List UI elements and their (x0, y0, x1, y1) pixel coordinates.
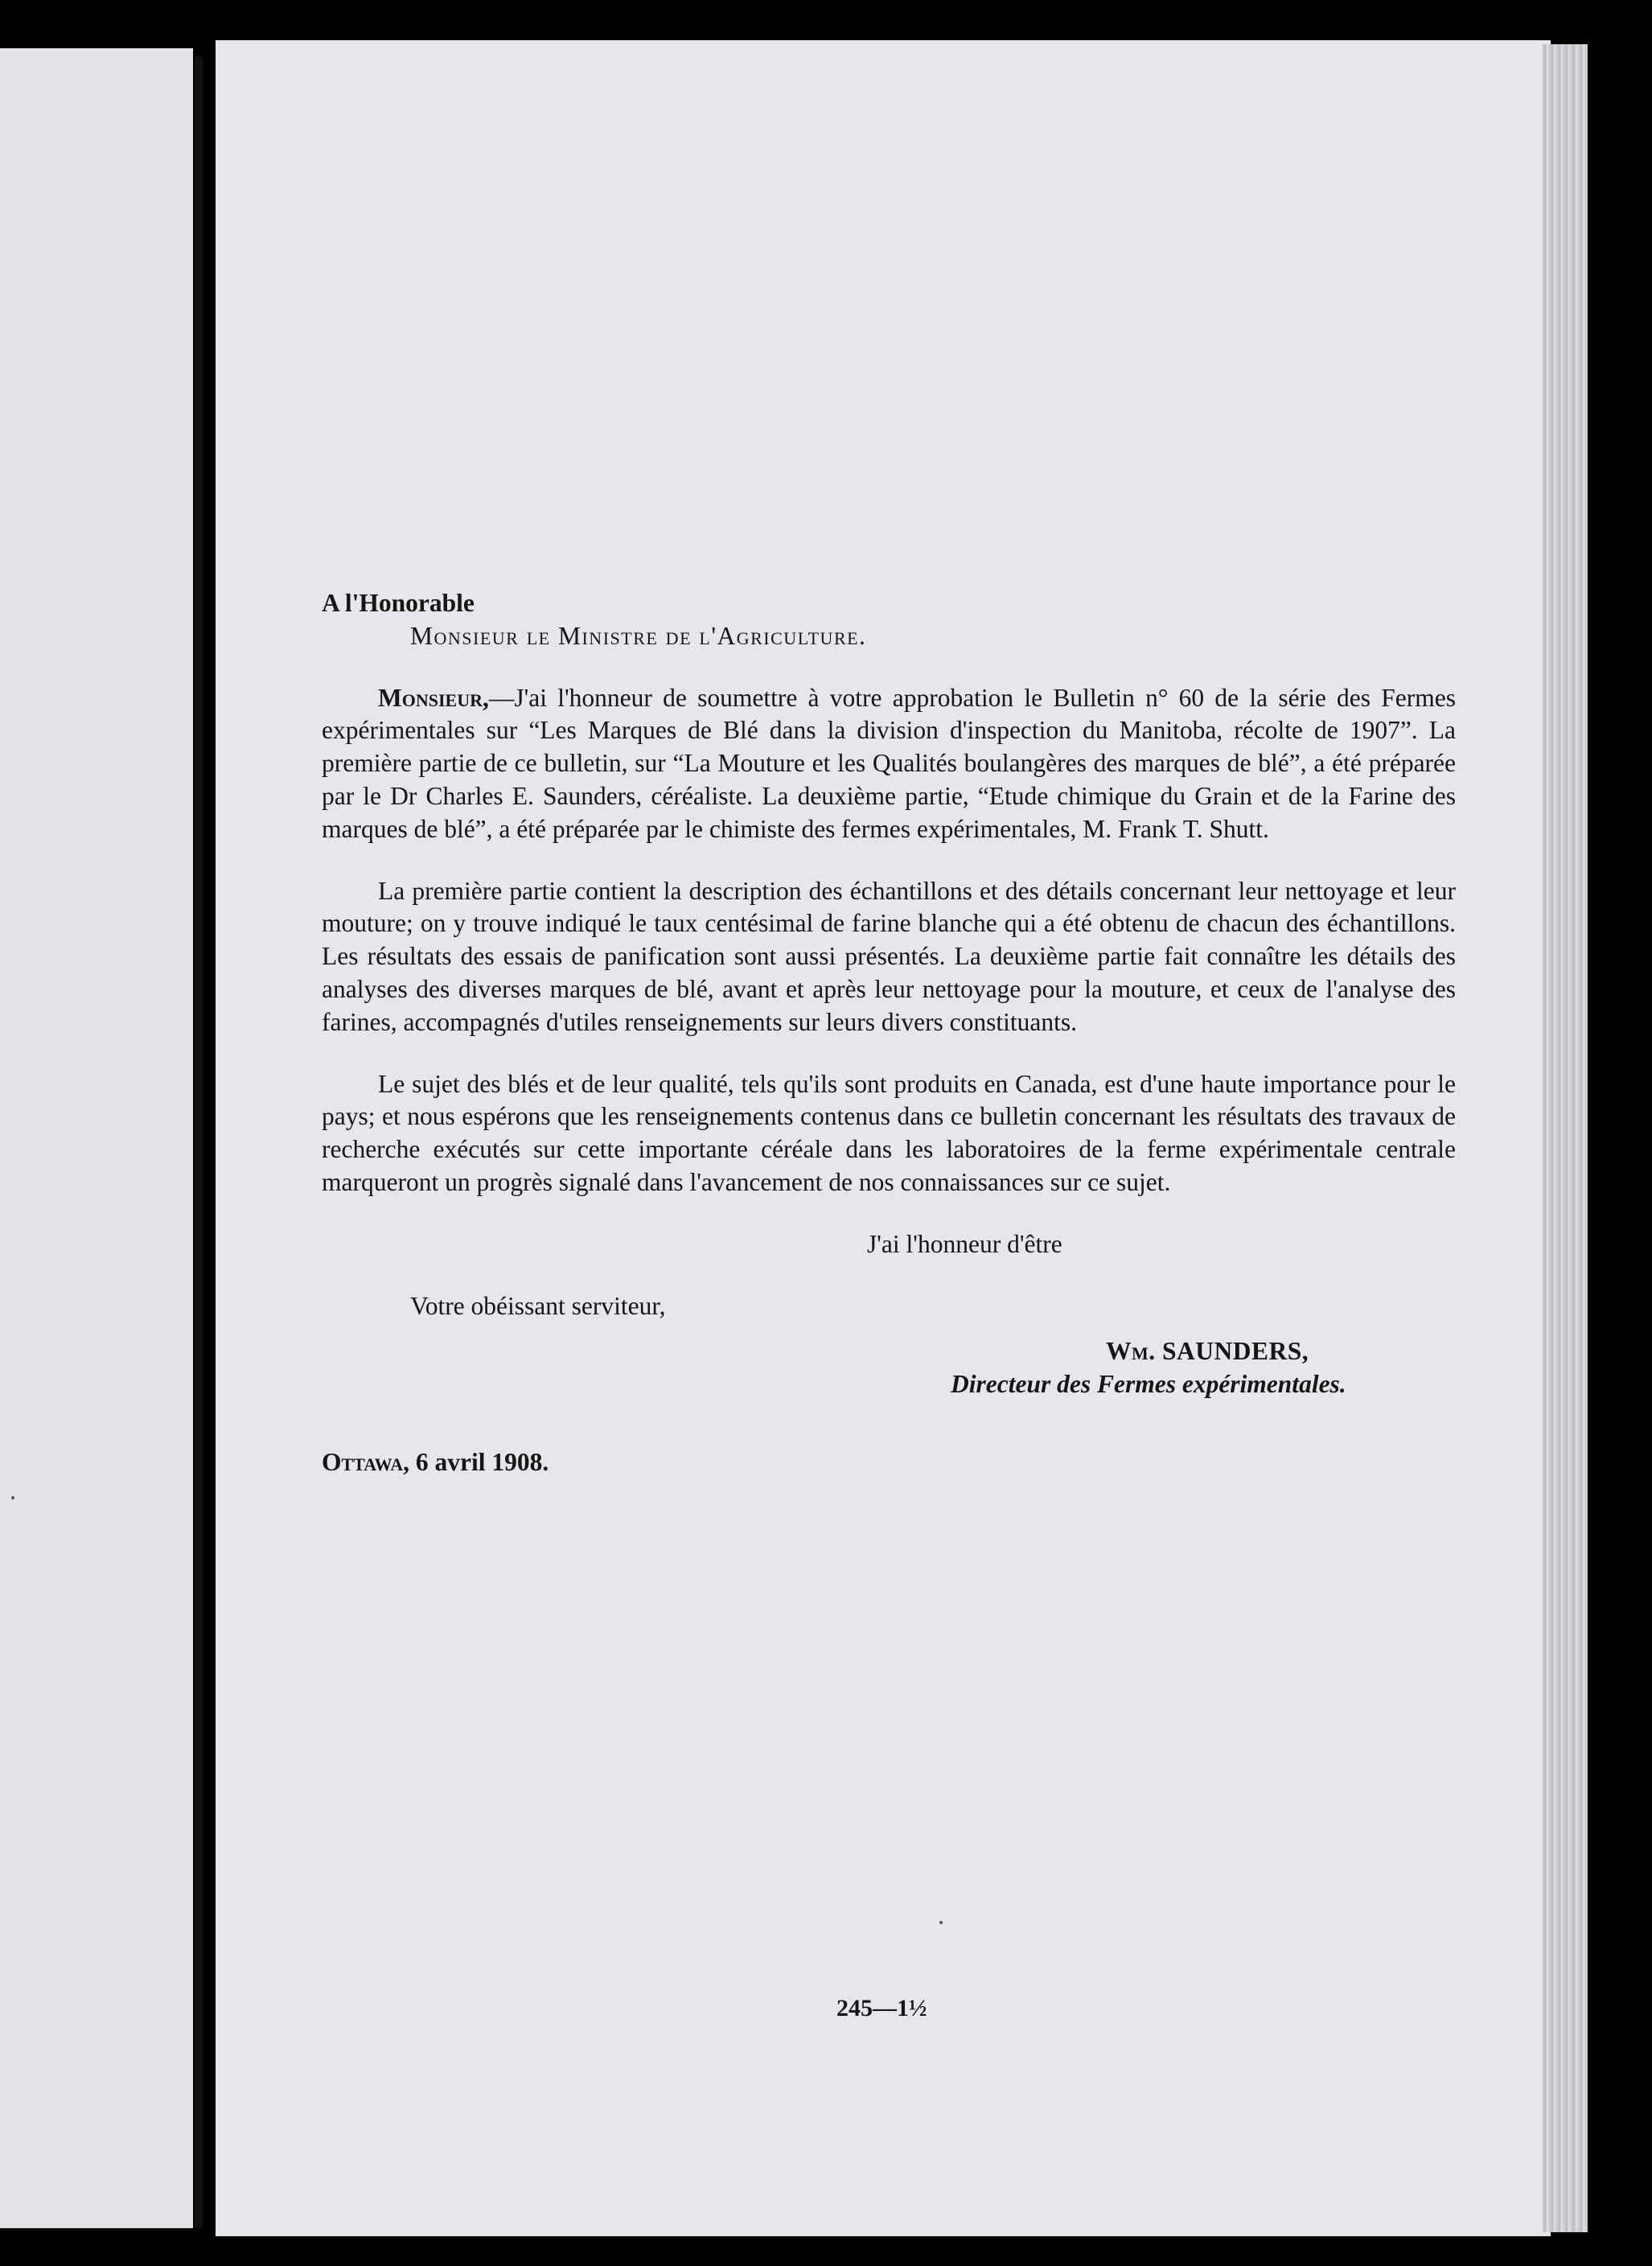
signature-prefix: Wm. (1106, 1337, 1156, 1366)
date: 6 avril 1908. (415, 1447, 549, 1476)
facing-page (0, 48, 193, 2228)
page-number: 245—1½ (836, 1995, 927, 2021)
paragraph-1-text: —J'ai l'honneur de soumettre à votre approbation le Bulletin n° 60 de la série des Fermes expérimentales sur “Les Marques de Blé dans la division d'inspection du Manitoba, récolte de 1907”. La première partie de ce bulletin, sur “La Mouture et les Qualités boulangères des marques de blé”, a été préparée par le Dr Charles E. Saunders, céréaliste. La deuxième partie, “Etude chimique du Grain et de la Farine des marques de blé”, a été préparée par le chimiste des fermes expérimentales, M. Frank T. Shutt. (322, 683, 1456, 843)
closing-line-1: J'ai l'honneur d'être (867, 1229, 1062, 1258)
signature-name: SAUNDERS, (1162, 1337, 1309, 1366)
letter-body (322, 587, 1456, 1479)
paragraph-1 (322, 682, 1456, 846)
page-gutter (195, 56, 203, 2228)
scan-speck (11, 1496, 14, 1499)
signature (1106, 1335, 1456, 1368)
place: Ottawa, (322, 1447, 409, 1476)
addressee-line-1: A l'Honorable (322, 589, 475, 617)
addressee-line-2: Monsieur le Ministre de l'Agriculture. (410, 621, 867, 650)
page-edge (1543, 44, 1588, 2232)
paragraph-2: La première partie contient la description des échantillons et des détails concernant leur nettoyage et leur mouture; on y trouve indiqué le taux centésimal de farine blanche qui a été obtenu de chacun des échantillons. Les résultats des essais de panification sont aussi présentés. La deuxième partie fait connaître les détails des analyses des diverses marques de blé, avant et après leur nettoyage pour la mouture, et ceux de l'analyse des farines, accompagnés d'utiles renseignements sur leurs divers constituants. (322, 876, 1456, 1036)
paragraph-3: Le sujet des blés et de leur qualité, tels qu'ils sont produits en Canada, est d'une haute importance pour le pays; et nous espérons que les renseignements contenus dans ce bulletin concernant les résultats des travaux de recherche exécutés sur cette importante céréale dans les laboratoires de la ferme expérimentale centrale marqueront un progrès signalé dans l'avancement de nos connaissances sur ce sujet. (322, 1069, 1456, 1196)
salutation: Monsieur, (378, 683, 489, 712)
signature-title: Directeur des Fermes expérimentales. (951, 1370, 1346, 1399)
place-date (322, 1446, 1456, 1479)
scan-speck (939, 1921, 943, 1924)
closing-line-2: Votre obéissant serviteur, (410, 1291, 666, 1320)
